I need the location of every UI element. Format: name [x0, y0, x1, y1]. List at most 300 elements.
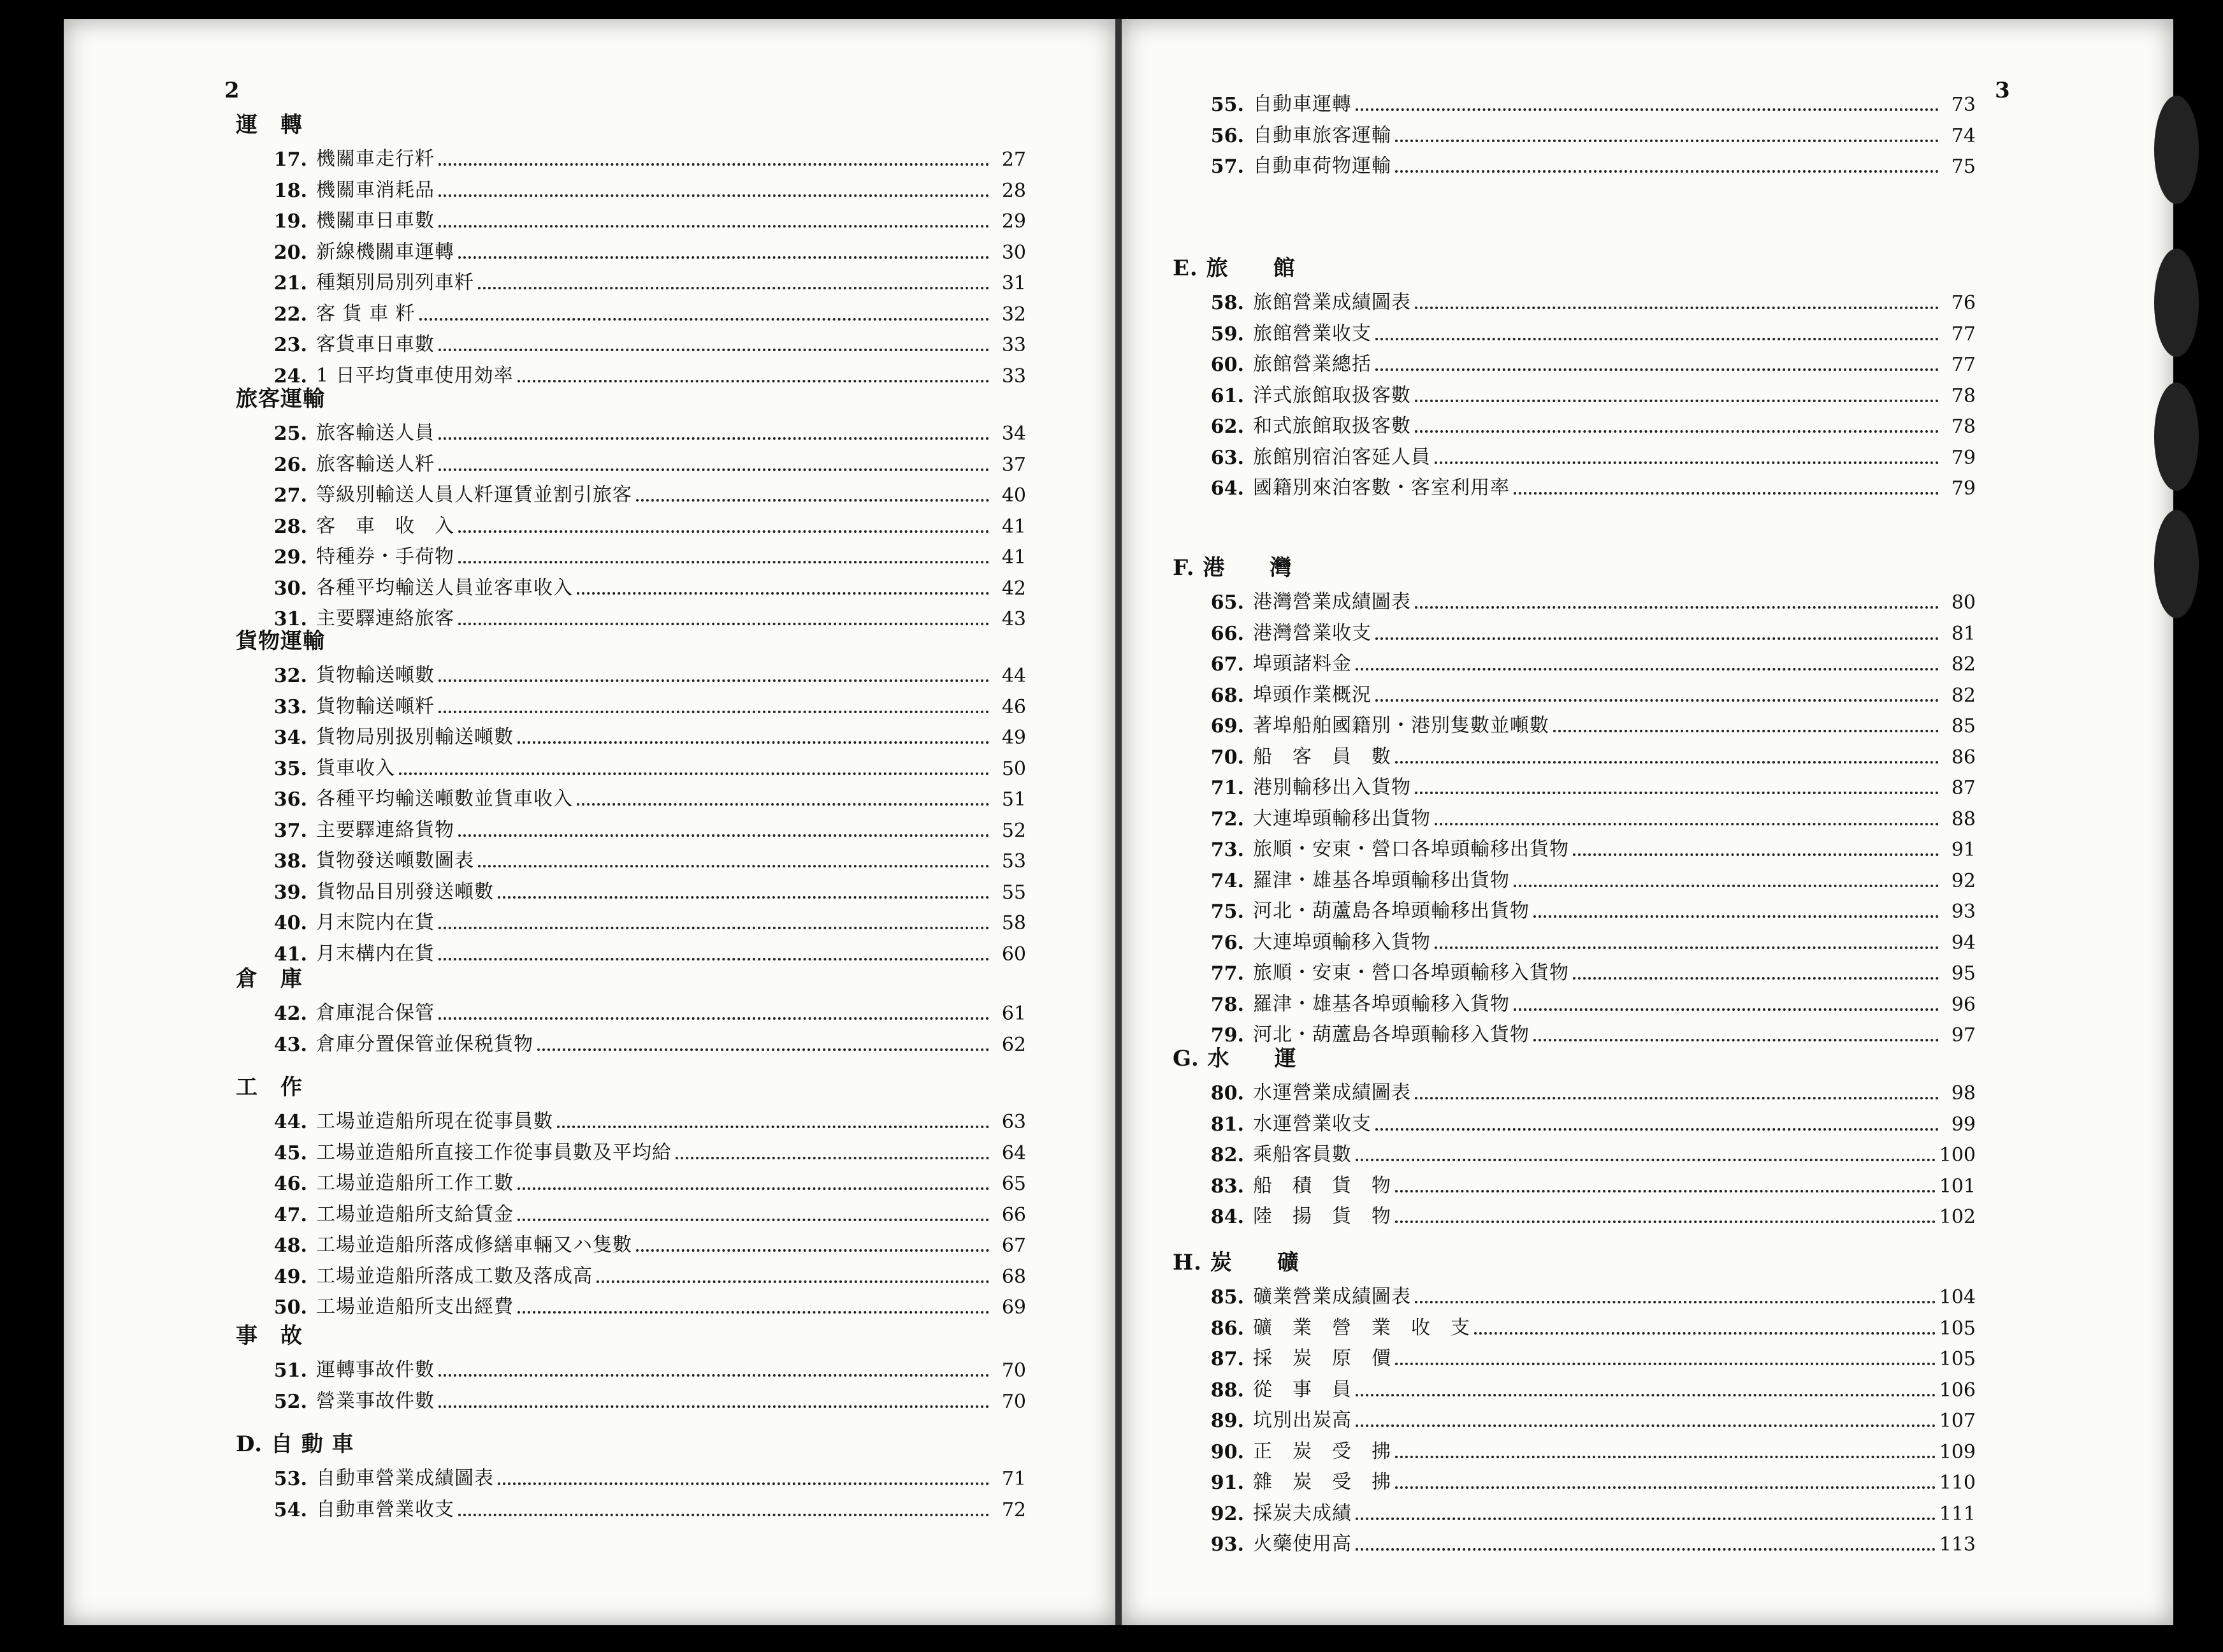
dot-leader [577, 803, 989, 806]
toc-entry [268, 1493, 1026, 1521]
toc-entry [268, 997, 1026, 1025]
entry-page-number: 111 [1939, 1502, 1976, 1525]
entry-page-number: 82 [1951, 653, 1976, 676]
entry-page-number: 80 [1951, 591, 1976, 614]
entry-number: 90. [1210, 1440, 1244, 1463]
toc-entry [1205, 1373, 1976, 1402]
entry-number: 64. [1210, 477, 1244, 500]
entry-title: 貨車收入 [316, 757, 395, 779]
entry-page-number: 78 [1951, 416, 1976, 438]
toc-entry [1205, 1435, 1976, 1463]
entry-number: 36. [273, 788, 307, 811]
entry-title: 羅津・雄基各埠頭輸移出貨物 [1253, 869, 1510, 892]
dot-leader [1474, 1332, 1936, 1335]
toc-entry [268, 1354, 1026, 1382]
toc-entry [1205, 988, 1976, 1016]
toc-entry [268, 479, 1026, 507]
dot-leader [498, 896, 989, 899]
entry-page-number: 42 [1001, 577, 1026, 600]
dot-leader [1395, 170, 1939, 173]
entry-page-number: 98 [1951, 1082, 1976, 1105]
dot-leader [1356, 108, 1939, 111]
entry-number: 58. [1210, 292, 1244, 314]
entry-page-number: 62 [1001, 1033, 1026, 1056]
toc-entry [1205, 119, 1976, 147]
toc-entry [268, 1462, 1026, 1490]
entry-page-number: 101 [1939, 1175, 1976, 1198]
entry-number: 70. [1210, 746, 1244, 769]
entry-number: 79. [1210, 1024, 1244, 1047]
toc-entry [268, 266, 1026, 294]
dot-leader [676, 1157, 989, 1159]
entry-page-number: 92 [1951, 869, 1976, 892]
entry-number: 51. [273, 1359, 307, 1382]
toc-entry [268, 938, 1026, 966]
toc-entry [268, 690, 1026, 718]
dot-leader [438, 437, 989, 440]
entry-number: 81. [1210, 1113, 1244, 1136]
entry-number: 37. [273, 819, 307, 842]
entry-page-number: 97 [1951, 1024, 1976, 1047]
toc-entry [268, 659, 1026, 687]
entry-page-number: 86 [1951, 746, 1976, 769]
entry-number: 67. [1210, 653, 1244, 676]
page-number: 3 [1995, 78, 2010, 103]
entry-number: 40. [273, 912, 307, 934]
entry-title: 工場並造船所直接工作從事員數及平均給 [316, 1141, 672, 1164]
entry-number: 25. [273, 423, 307, 445]
entry-title: 大連埠頭輸移入貨物 [1253, 931, 1431, 953]
entry-title: 水運營業成績圖表 [1253, 1082, 1411, 1104]
entry-title: 倉庫分置保管並保税貨物 [316, 1032, 533, 1055]
entry-title: 港灣營業收支 [1253, 621, 1372, 644]
toc-entry [268, 448, 1026, 476]
dot-leader [518, 1219, 989, 1221]
index-tab [2154, 96, 2199, 204]
entry-title: 客 車 收 入 [316, 514, 454, 537]
entry-title: 貨物局別扱別輸送噸數 [316, 726, 514, 748]
toc-entry [1205, 1076, 1976, 1105]
toc-entry [1205, 771, 1976, 799]
entry-title: 1 日平均貨車使用効率 [316, 364, 514, 387]
toc-entry [1205, 709, 1976, 737]
dot-leader [478, 287, 989, 289]
toc-entry [268, 721, 1026, 749]
toc-entry [268, 298, 1026, 326]
entry-page-number: 68 [1001, 1265, 1026, 1288]
entry-page-number: 70 [1001, 1390, 1026, 1413]
entry-number: 52. [273, 1390, 307, 1413]
entry-title: 旅館營業成績圖表 [1253, 291, 1411, 314]
dot-leader [1395, 1190, 1936, 1192]
entry-page-number: 66 [1001, 1203, 1026, 1226]
entry-page-number: 77 [1951, 322, 1976, 345]
toc-entry [1205, 1528, 1976, 1556]
entry-title: 港灣營業成績圖表 [1253, 591, 1411, 613]
dot-leader [458, 834, 989, 837]
entry-title: 旅客輸送人粁 [316, 453, 435, 475]
entry-title: 工場並造船所支給賃金 [316, 1203, 514, 1226]
entry-number: 46. [273, 1173, 307, 1195]
entry-title: 陸 揚 貨 物 [1253, 1205, 1391, 1228]
entry-page-number: 74 [1951, 124, 1976, 147]
entry-title: 新線機關車運轉 [316, 240, 454, 263]
entry-number: 62. [1210, 416, 1244, 438]
section-heading: 事 故 [236, 1323, 303, 1349]
entry-title: 水運營業收支 [1253, 1112, 1372, 1135]
entry-title: 自動車旅客運輸 [1253, 124, 1391, 147]
entry-page-number: 61 [1001, 1003, 1026, 1025]
entry-title: 各種平均輸送人員並客車收入 [316, 576, 573, 599]
toc-entry [268, 876, 1026, 904]
dot-leader [458, 256, 989, 259]
entry-title: 機關車消耗品 [316, 178, 435, 201]
entry-number: 26. [273, 453, 307, 476]
entry-page-number: 71 [1001, 1468, 1026, 1490]
toc-entry [268, 143, 1026, 171]
entry-title: 港別輸移出入貨物 [1253, 776, 1411, 799]
entry-page-number: 113 [1939, 1533, 1976, 1556]
dot-leader [1356, 1518, 1936, 1520]
entry-page-number: 79 [1951, 477, 1976, 500]
dot-leader [438, 711, 989, 713]
toc-entry [268, 1136, 1026, 1164]
entry-page-number: 94 [1951, 931, 1976, 954]
dot-leader [1395, 1221, 1936, 1223]
entry-title: 工場並造船所現在從事員數 [316, 1110, 553, 1133]
dot-leader [478, 865, 989, 867]
entry-title: 運轉事故件數 [316, 1359, 435, 1381]
entry-number: 41. [273, 943, 307, 966]
entry-page-number: 30 [1001, 241, 1026, 264]
dot-leader [1435, 461, 1939, 464]
toc-entry [1205, 586, 1976, 614]
entry-number: 88. [1210, 1379, 1244, 1402]
toc-entry [1205, 648, 1976, 676]
toc-entry [1205, 150, 1976, 178]
entry-page-number: 77 [1951, 354, 1976, 376]
left-page [64, 19, 1115, 1625]
entry-title: 羅津・雄基各埠頭輸移入貨物 [1253, 992, 1510, 1015]
toc-entry [1205, 802, 1976, 830]
toc-entry [1205, 1466, 1976, 1494]
entry-number: 75. [1210, 901, 1244, 923]
entry-title: 主要驛連絡貨物 [316, 818, 454, 841]
dot-leader [438, 468, 989, 471]
entry-title: 埠頭諸料金 [1253, 653, 1352, 675]
entry-number: 84. [1210, 1206, 1244, 1228]
entry-title: 旅館別宿泊客延人員 [1253, 446, 1431, 468]
toc-entry [268, 1260, 1026, 1288]
section-heading: 工 作 [236, 1075, 303, 1100]
entry-page-number: 34 [1001, 423, 1026, 445]
entry-title: 客 貨 車 粁 [316, 302, 416, 325]
dot-leader [1375, 1128, 1939, 1131]
entry-page-number: 104 [1939, 1286, 1976, 1308]
entry-title: 從 事 員 [1253, 1378, 1352, 1401]
entry-title: 洋式旅館取扱客數 [1253, 384, 1411, 407]
entry-page-number: 63 [1001, 1111, 1026, 1133]
entry-number: 27. [273, 484, 307, 507]
entry-page-number: 67 [1001, 1235, 1026, 1257]
entry-page-number: 75 [1951, 156, 1976, 178]
entry-title: 河北・葫蘆島各埠頭輸移入貨物 [1253, 1024, 1530, 1046]
entry-title: 旅客輸送人員 [316, 422, 435, 444]
dot-leader [1356, 668, 1939, 670]
entry-title: 旅館營業總括 [1253, 353, 1372, 375]
toc-entry [1205, 472, 1976, 500]
entry-title: 旅館營業收支 [1253, 322, 1372, 345]
entry-number: 74. [1210, 869, 1244, 892]
entry-page-number: 105 [1939, 1317, 1976, 1340]
entry-number: 80. [1210, 1082, 1244, 1105]
entry-page-number: 79 [1951, 446, 1976, 469]
dot-leader [438, 1374, 989, 1377]
toc-entry [1205, 1497, 1976, 1525]
entry-number: 83. [1210, 1175, 1244, 1198]
entry-number: 20. [273, 241, 307, 264]
toc-entry [268, 174, 1026, 202]
entry-page-number: 40 [1001, 484, 1026, 507]
toc-entry [268, 417, 1026, 445]
toc-entry [1205, 833, 1976, 861]
section-heading: H. 炭 礦 [1173, 1250, 1300, 1275]
entry-number: 76. [1210, 931, 1244, 954]
entry-number: 59. [1210, 322, 1244, 345]
dot-leader [518, 741, 989, 744]
dot-leader [1514, 1008, 1939, 1011]
entry-title: 貨物發送噸數圖表 [316, 850, 474, 872]
section-heading: E. 旅 館 [1173, 256, 1296, 281]
entry-title: 旅順・安東・營口各埠頭輸移出貨物 [1253, 838, 1569, 860]
entry-page-number: 44 [1001, 665, 1026, 687]
entry-page-number: 52 [1001, 819, 1026, 842]
dot-leader [1514, 885, 1939, 887]
dot-leader [1533, 915, 1939, 918]
index-tab [2154, 249, 2199, 357]
dot-leader [1573, 977, 1939, 980]
entry-number: 42. [273, 1003, 307, 1025]
entry-page-number: 102 [1939, 1206, 1976, 1228]
entry-title: 種類別局別列車粁 [316, 272, 474, 294]
dot-leader [1395, 761, 1939, 764]
dot-leader [1356, 1394, 1936, 1396]
toc-entry [268, 752, 1026, 780]
entry-page-number: 41 [1001, 515, 1026, 538]
toc-entry [1205, 410, 1976, 438]
dot-leader [636, 1249, 989, 1252]
entry-title: 礦 業 營 業 收 支 [1253, 1316, 1470, 1339]
dot-leader [1514, 492, 1939, 495]
entry-title: 採 炭 原 價 [1253, 1347, 1391, 1370]
entry-page-number: 82 [1951, 684, 1976, 707]
entry-title: 主要驛連絡旅客 [316, 607, 454, 630]
entry-page-number: 70 [1001, 1359, 1026, 1382]
section-heading: 倉 庫 [236, 966, 303, 992]
dot-leader [1415, 1301, 1936, 1303]
dot-leader [1415, 430, 1939, 433]
entry-number: 19. [273, 210, 307, 233]
entry-title: 貨物輸送噸數 [316, 664, 435, 686]
toc-entry [1205, 1138, 1976, 1166]
entry-page-number: 95 [1951, 962, 1976, 985]
toc-entry [268, 359, 1026, 388]
book-spine [1115, 19, 1122, 1625]
dot-leader [438, 194, 989, 197]
dot-leader [1435, 946, 1939, 949]
entry-title: 正 炭 受 拂 [1253, 1440, 1391, 1463]
dot-leader [1395, 1486, 1936, 1489]
toc-entry [1205, 1170, 1976, 1198]
section-heading: 旅客運輸 [236, 386, 325, 412]
entry-number: 22. [273, 303, 307, 326]
dot-leader [438, 1405, 989, 1408]
entry-page-number: 72 [1001, 1498, 1026, 1521]
entry-page-number: 51 [1001, 788, 1026, 811]
entry-number: 39. [273, 881, 307, 904]
entry-title: 火藥使用高 [1253, 1533, 1352, 1555]
entry-number: 77. [1210, 962, 1244, 985]
entry-page-number: 49 [1001, 727, 1026, 749]
entry-page-number: 93 [1951, 901, 1976, 923]
entry-number: 32. [273, 665, 307, 687]
dot-leader [518, 380, 989, 382]
entry-title: 工場並造船所支出經費 [316, 1296, 514, 1318]
toc-entry [1205, 1018, 1976, 1047]
entry-page-number: 55 [1001, 881, 1026, 904]
dot-leader [1415, 307, 1939, 309]
entry-title: 營業事故件數 [316, 1389, 435, 1412]
entry-page-number: 27 [1001, 149, 1026, 171]
entry-number: 48. [273, 1235, 307, 1257]
entry-title: 埠頭作業概況 [1253, 683, 1372, 706]
entry-page-number: 31 [1001, 272, 1026, 294]
toc-entry [268, 844, 1026, 873]
dot-leader [438, 927, 989, 929]
entry-page-number: 73 [1951, 94, 1976, 116]
dot-leader [1395, 140, 1939, 142]
entry-title: 自動車運轉 [1253, 93, 1352, 115]
dot-leader [1375, 338, 1939, 340]
right-page [1122, 19, 2173, 1625]
toc-entry [268, 572, 1026, 600]
dot-leader [458, 561, 989, 563]
toc-entry [1205, 926, 1976, 954]
dot-leader [1415, 1097, 1939, 1099]
entry-page-number: 105 [1939, 1348, 1976, 1370]
entry-number: 78. [1210, 993, 1244, 1016]
entry-title: 客貨車日車數 [316, 333, 435, 356]
dot-leader [1553, 730, 1939, 732]
entry-page-number: 28 [1001, 179, 1026, 202]
toc-entry [268, 1028, 1026, 1056]
entry-page-number: 99 [1951, 1113, 1976, 1136]
toc-entry [1205, 957, 1976, 985]
entry-number: 57. [1210, 156, 1244, 178]
dot-leader [498, 1482, 989, 1485]
entry-number: 93. [1210, 1533, 1244, 1556]
entry-title: 貨物品目別發送噸數 [316, 880, 494, 903]
entry-title: 貨物輸送噸粁 [316, 695, 435, 718]
dot-leader [1415, 400, 1939, 402]
entry-number: 33. [273, 695, 307, 718]
dot-leader [1435, 823, 1939, 825]
entry-page-number: 87 [1951, 777, 1976, 799]
dot-leader [1533, 1039, 1939, 1041]
entry-page-number: 37 [1001, 453, 1026, 476]
entry-page-number: 33 [1001, 334, 1026, 356]
entry-number: 21. [273, 272, 307, 294]
section-heading: G. 水 運 [1173, 1046, 1297, 1071]
entry-number: 31. [273, 608, 307, 630]
entry-number: 68. [1210, 684, 1244, 707]
toc-entry [268, 205, 1026, 233]
toc-entry [1205, 317, 1976, 345]
toc-entry [268, 1229, 1026, 1257]
entry-title: 機關車日車數 [316, 210, 435, 232]
entry-page-number: 29 [1001, 210, 1026, 233]
entry-title: 雜 炭 受 拂 [1253, 1471, 1391, 1493]
dot-leader [1356, 1424, 1936, 1427]
entry-page-number: 81 [1951, 622, 1976, 645]
toc-entry [268, 1198, 1026, 1226]
dot-leader [1395, 1456, 1936, 1458]
entry-page-number: 46 [1001, 695, 1026, 718]
entry-number: 66. [1210, 622, 1244, 645]
toc-entry [1205, 741, 1976, 769]
entry-number: 43. [273, 1033, 307, 1056]
entry-page-number: 53 [1001, 850, 1026, 873]
toc-entry [268, 328, 1026, 356]
entry-number: 85. [1210, 1286, 1244, 1308]
entry-title: 機關車走行粁 [316, 148, 435, 170]
entry-number: 44. [273, 1111, 307, 1133]
entry-number: 55. [1210, 94, 1244, 116]
toc-entry [1205, 679, 1976, 707]
entry-number: 89. [1210, 1410, 1244, 1432]
index-tab [2154, 510, 2199, 618]
entry-number: 30. [273, 577, 307, 600]
entry-title: 自動車荷物運輸 [1253, 155, 1391, 177]
entry-title: 工場並造船所工作工數 [316, 1172, 514, 1194]
entry-page-number: 88 [1951, 808, 1976, 830]
toc-entry [1205, 895, 1976, 923]
toc-entry [1205, 348, 1976, 376]
entry-number: 49. [273, 1265, 307, 1288]
toc-entry [268, 540, 1026, 569]
dot-leader [1573, 853, 1939, 856]
entry-number: 61. [1210, 384, 1244, 407]
dot-leader [1356, 1548, 1936, 1551]
entry-number: 18. [273, 179, 307, 202]
entry-page-number: 85 [1951, 715, 1976, 737]
entry-number: 60. [1210, 354, 1244, 376]
entry-number: 35. [273, 757, 307, 780]
dot-leader [537, 1048, 989, 1051]
entry-page-number: 60 [1001, 943, 1026, 966]
dot-leader [458, 1514, 989, 1516]
dot-leader [518, 1187, 989, 1190]
entry-title: 河北・葫蘆島各埠頭輸移出貨物 [1253, 900, 1530, 922]
toc-entry [1205, 1200, 1976, 1228]
entry-number: 54. [273, 1498, 307, 1521]
entry-title: 坑別出炭高 [1253, 1409, 1352, 1431]
section-heading: D. 自 動 車 [236, 1431, 354, 1457]
entry-number: 86. [1210, 1317, 1244, 1340]
entry-number: 72. [1210, 808, 1244, 830]
entry-title: 自動車營業收支 [316, 1498, 454, 1521]
entry-title: 船 客 員 數 [1253, 745, 1391, 768]
